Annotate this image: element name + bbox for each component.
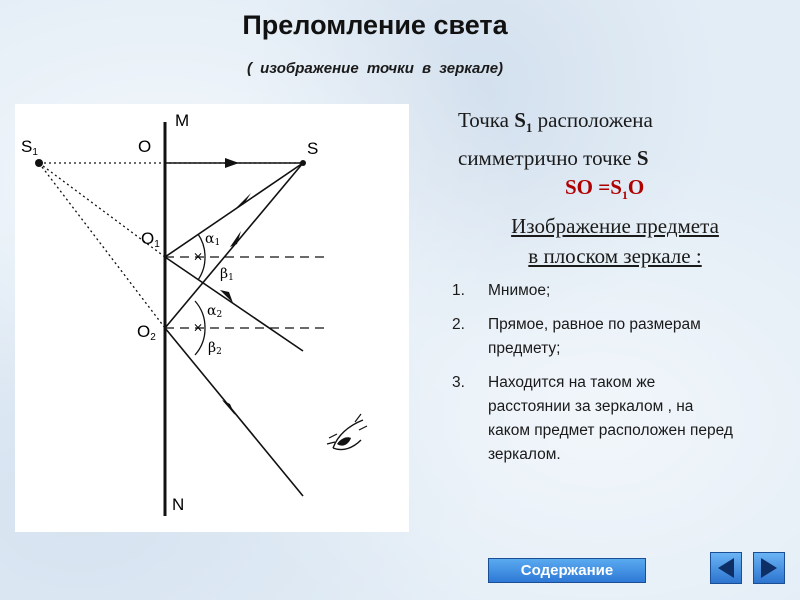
list-item: 2. Прямое, равное по размерам предмету; [452, 316, 701, 358]
label-s1: S1 [21, 137, 38, 158]
statement: Точка $S_1$ расположена симметрично точке S [458, 108, 653, 171]
label-alpha2: α2 [207, 303, 223, 320]
page-title: Преломление света [242, 10, 508, 40]
point-s1 [35, 159, 43, 167]
list-item: 1. Мнимое; [452, 282, 551, 300]
label-o2: O2 [137, 322, 156, 343]
mirror-diagram-svg [15, 104, 409, 532]
label-o1: O1 [141, 229, 160, 250]
mirror-diagram [15, 104, 409, 532]
label-beta1: β1 [220, 266, 234, 283]
contents-button[interactable]: Содержание [488, 558, 646, 583]
label-m: M [175, 111, 190, 130]
label-s: S [307, 139, 319, 158]
eye-icon [327, 414, 367, 450]
label-alpha1: α1 [205, 231, 221, 248]
label-o: O [138, 137, 152, 156]
page-subtitle: ( изображение точки в зеркале) [246, 60, 504, 77]
ray-reflected-o2-arrow [222, 400, 235, 415]
ray-s-o-arrow [225, 158, 239, 168]
ray-reflected-o2 [165, 328, 303, 496]
point-s [300, 160, 306, 166]
section-heading: Изображение предмета в плоском зеркале : [511, 214, 719, 269]
properties-list [440, 279, 790, 467]
explanation-panel [440, 105, 790, 477]
next-button[interactable] [753, 552, 785, 584]
label-n: N [172, 495, 185, 514]
svg-text:×: × [192, 249, 204, 264]
label-beta2: β2 [208, 340, 222, 357]
arrow-left-icon [711, 553, 741, 583]
prev-button[interactable] [710, 552, 742, 584]
formula: SO $=S_1O$ [565, 175, 645, 203]
arrow-right-icon [754, 553, 784, 583]
svg-text:×: × [192, 320, 204, 335]
list-item: 3. Находится на таком же расстоянии за зеркалом , на каком предмет расположен перед зеркалом. [452, 374, 733, 464]
